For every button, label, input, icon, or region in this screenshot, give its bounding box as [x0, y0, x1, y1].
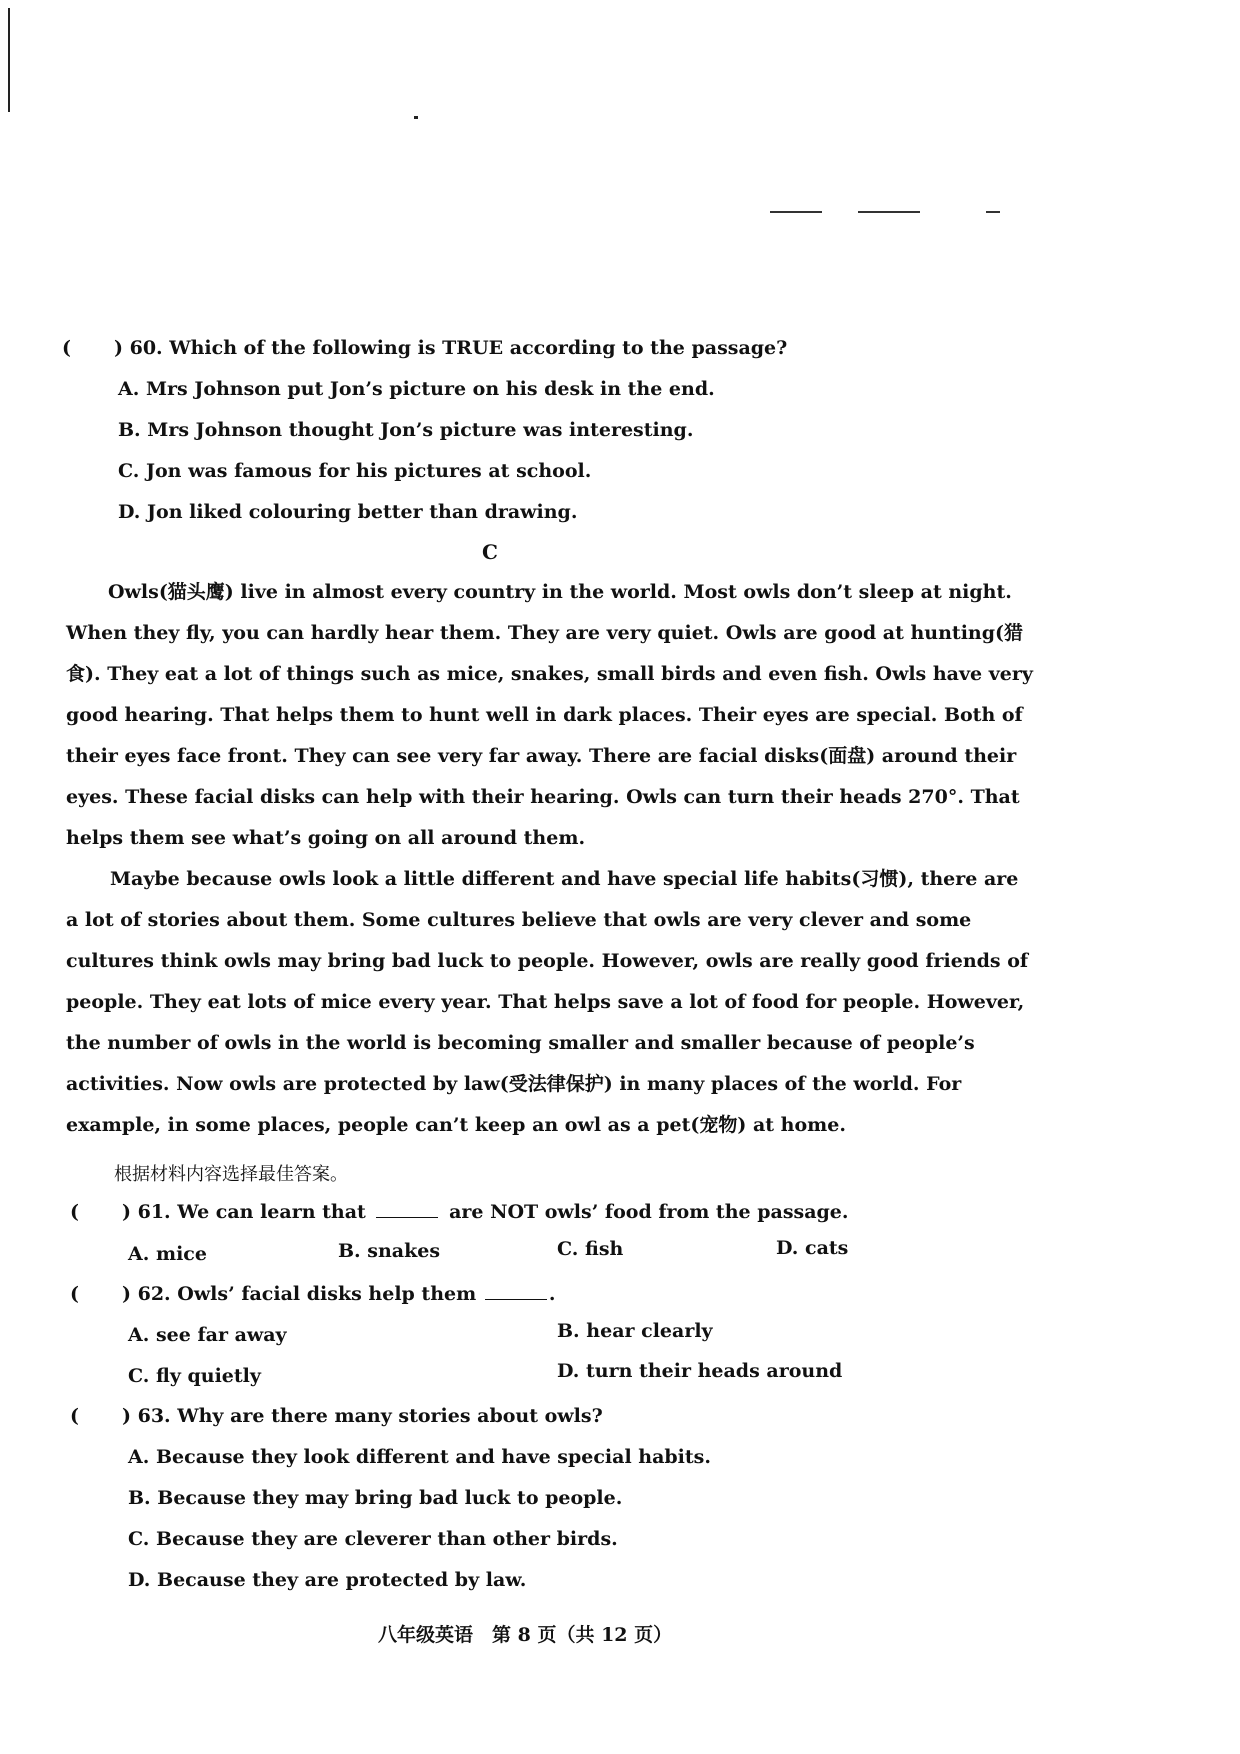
paragraph-line: Owls(猫头鹰) live in almost every country in the world. Most owls don’t sleep at night.: [108, 581, 1012, 603]
q61-option-b: B. snakes: [338, 1240, 441, 1262]
scan-mark-left: [8, 8, 10, 112]
section-heading: C: [482, 540, 498, 564]
question-stem: ) 62. Owls’ facial disks help them: [122, 1283, 477, 1305]
answer-paren[interactable]: (: [70, 1201, 79, 1223]
question-stem: ) 61. We can learn that: [122, 1201, 366, 1223]
paragraph-line: eyes. These facial disks can help with their hearing. Owls can turn their heads 270°. That: [66, 786, 1020, 808]
scan-dot: [414, 116, 418, 119]
paragraph-line: example, in some places, people can’t keep an owl as a pet(宠物) at home.: [66, 1114, 846, 1136]
paragraph-line: activities. Now owls are protected by law(受法律保护) in many places of the world. For: [66, 1073, 962, 1095]
q61-option-a: A. mice: [128, 1243, 207, 1265]
paragraph-line: people. They eat lots of mice every year. That helps save a lot of food for people. However,: [66, 991, 1025, 1013]
question-stem-tail: .: [548, 1283, 556, 1305]
paragraph-line: Maybe because owls look a little different and have special life habits(习惯), there are: [110, 868, 1019, 890]
answer-blank[interactable]: [376, 1216, 438, 1218]
instruction-text: 根据材料内容选择最佳答案。: [114, 1164, 348, 1185]
paragraph-line: When they fly, you can hardly hear them. They are very quiet. Owls are good at hunting(猎: [66, 622, 1024, 644]
answer-paren[interactable]: (: [62, 337, 71, 359]
q63-option-d: D. Because they are protected by law.: [128, 1569, 527, 1591]
paragraph-line: cultures think owls may bring bad luck to people. However, owls are really good friends of: [66, 950, 1029, 972]
page-footer: 八年级英语 第 8 页（共 12 页）: [378, 1624, 673, 1646]
question-stem-tail: are NOT owls’ food from the passage.: [449, 1201, 849, 1223]
q60-option-c: C. Jon was famous for his pictures at school.: [118, 460, 592, 482]
q62-option-b: B. hear clearly: [557, 1320, 713, 1342]
question-61: [70, 1201, 849, 1223]
answer-blank[interactable]: [485, 1298, 547, 1300]
header-blank-3: [986, 211, 1000, 213]
q60-option-a: A. Mrs Johnson put Jon’s picture on his desk in the end.: [118, 378, 715, 400]
question-63: [70, 1405, 603, 1427]
paragraph-line: good hearing. That helps them to hunt well in dark places. Their eyes are special. Both of: [66, 704, 1023, 726]
question-60: [62, 337, 787, 359]
q63-option-a: A. Because they look different and have special habits.: [128, 1446, 711, 1468]
q62-option-d: D. turn their heads around: [557, 1360, 843, 1382]
passage-paragraph-2: [66, 859, 1029, 1146]
q62-option-a: A. see far away: [128, 1324, 287, 1346]
q63-option-c: C. Because they are cleverer than other birds.: [128, 1528, 618, 1550]
paragraph-line: their eyes face front. They can see very far away. There are facial disks(面盘) around their: [66, 745, 1017, 767]
answer-paren[interactable]: (: [70, 1405, 79, 1427]
paragraph-line: a lot of stories about them. Some cultures believe that owls are very clever and some: [66, 909, 972, 931]
q60-option-d: D. Jon liked colouring better than drawing.: [118, 501, 578, 523]
question-stem: ) 60. Which of the following is TRUE according to the passage?: [114, 337, 788, 359]
question-62: [70, 1283, 555, 1305]
question-stem: ) 63. Why are there many stories about owls?: [122, 1405, 603, 1427]
answer-paren[interactable]: (: [70, 1283, 79, 1305]
paragraph-line: the number of owls in the world is becoming smaller and smaller because of people’s: [66, 1032, 975, 1054]
q60-option-b: B. Mrs Johnson thought Jon’s picture was interesting.: [118, 419, 694, 441]
passage-paragraph-1: [66, 572, 1033, 859]
header-blank-2: [858, 211, 920, 213]
q61-option-d: D. cats: [776, 1237, 849, 1259]
paragraph-line: helps them see what’s going on all around them.: [66, 827, 586, 849]
paragraph-line: 食). They eat a lot of things such as mice, snakes, small birds and even fish. Owls have very: [66, 663, 1033, 685]
header-blank-1: [770, 211, 822, 213]
q63-option-b: B. Because they may bring bad luck to people.: [128, 1487, 623, 1509]
q61-option-c: C. fish: [557, 1238, 624, 1260]
q62-option-c: C. fly quietly: [128, 1365, 261, 1387]
